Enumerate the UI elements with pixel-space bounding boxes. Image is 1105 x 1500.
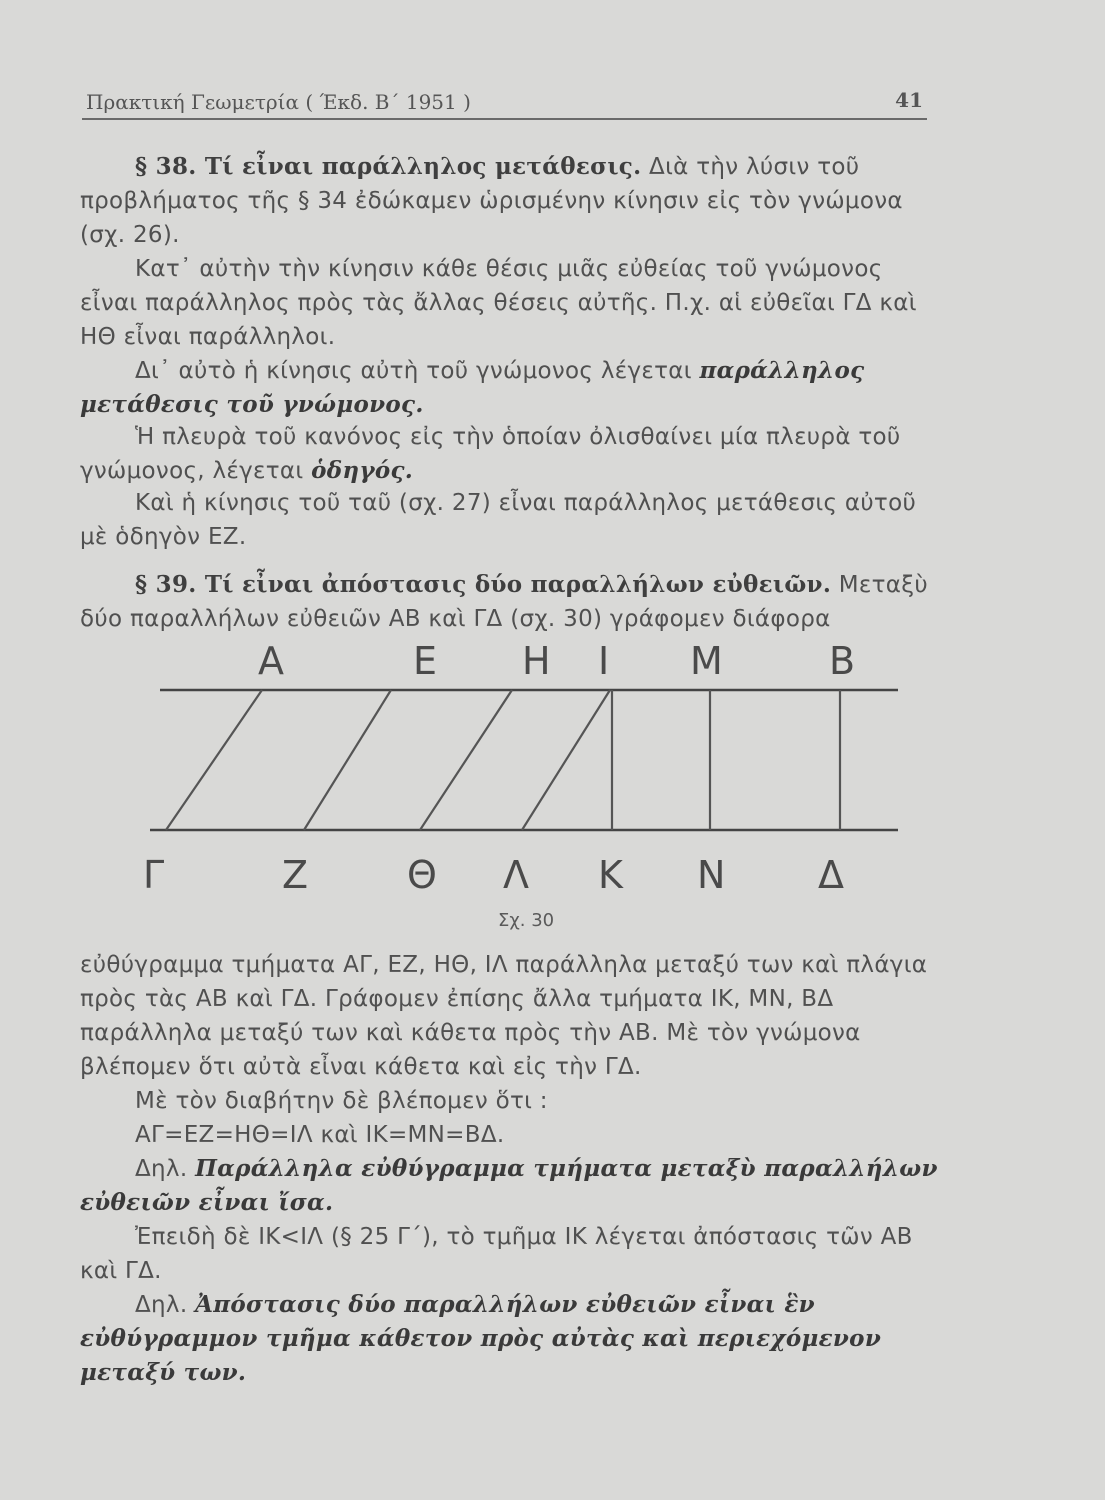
running-header <box>82 88 927 120</box>
conclusion-1-statement: Παράλληλα εὐθύγραμμα τμήματα μεταξὺ παραλλήλων εὐθειῶν εἶναι ἴσα. <box>80 1155 938 1216</box>
segment-EZ <box>304 690 391 830</box>
section-38-paragraph-2: Κατ᾽ αὐτὴν τὴν κίνησιν κάθε θέσις μιᾶς εὐθείας τοῦ γνώμονος εἶναι παράλληλος πρὸς τὰς ἄλλας θέσεις αὐτῆς. Π.χ. αἱ εὐθεῖαι ΓΔ καὶ ΗΘ εἶναι παράλληλοι. <box>80 256 917 350</box>
label-H: Η <box>522 639 551 683</box>
paragraph-3-text: Δι᾽ αὐτὸ ἡ κίνησις αὐτὴ τοῦ γνώμονος λέγεται <box>135 358 692 384</box>
label-G: Γ <box>143 853 165 897</box>
segment-IL <box>522 690 610 830</box>
segment-HTh <box>420 690 512 830</box>
label-I: Ι <box>598 639 610 683</box>
header-title: Πρακτική Γεωμετρία ( Έκδ. Β΄ 1951 ) <box>86 90 471 114</box>
page-number: 41 <box>895 88 923 112</box>
figure-30 <box>0 630 1105 940</box>
section-38-intro <box>80 150 940 252</box>
section-38-heading: § 38. Τί εἶναι παράλληλος μετάθεσις. <box>135 153 642 180</box>
label-K: Κ <box>598 853 623 897</box>
after-figure-paragraph-1: εὐθύγραμμα τμήματα ΑΓ, ΕΖ, ΗΘ, ΙΛ παράλληλα μεταξύ των καὶ πλάγια πρὸς τὰς ΑΒ καὶ ΓΔ. Γράφομεν ἐπίσης ἄλλα τμήματα ΙΚ, ΜΝ, ΒΔ παράλληλα μεταξύ των καὶ κάθετα πρὸς τὴν ΑΒ. Μὲ τὸν γνώμονα βλέπομεν ὅτι αὐτὰ εἶναι κάθετα καὶ εἰς τὴν ΓΔ. <box>80 952 928 1080</box>
figure-caption: Σχ. 30 <box>498 910 555 931</box>
label-B: Β <box>829 639 856 683</box>
conclusion-1-prefix: Δηλ. <box>135 1156 188 1182</box>
section-38-paragraph-5: Καὶ ἡ κίνησις τοῦ ταῦ (σχ. 27) εἶναι παράλληλος μετάθεσις αὐτοῦ μὲ ὁδηγὸν ΕΖ. <box>80 490 917 550</box>
section-39-text-1: Μεταξὺ δύο παραλλήλων εὐθειῶν ΑΒ καὶ ΓΔ (σχ. 30) γράφομεν διάφορα <box>80 572 928 632</box>
equality-statement: ΑΓ=ΕΖ=ΗΘ=ΙΛ καὶ ΙΚ=ΜΝ=ΒΔ. <box>135 1122 505 1148</box>
conclusion-2-prefix: Δηλ. <box>135 1292 188 1318</box>
conclusion-2 <box>80 1288 940 1390</box>
section-39-heading: § 39. Τί εἶναι ἀπόστασις δύο παραλλήλων εὐθειῶν. <box>135 571 832 598</box>
conclusion-2-statement: Ἀπόστασις δύο παραλλήλων εὐθειῶν εἶναι ἓν εὐθύγραμμον τμῆμα κάθετον πρὸς αὐτὰς καὶ περιεχόμενον μεταξύ των. <box>80 1291 882 1386</box>
section-38-paragraph-4 <box>80 420 940 488</box>
paragraph-4-text: Ἡ πλευρὰ τοῦ κανόνος εἰς τὴν ὁποίαν ὀλισθαίνει μία πλευρὰ τοῦ γνώμονος, λέγεται <box>80 424 901 484</box>
after-figure-paragraph-2: Μὲ τὸν διαβήτην δὲ βλέπομεν ὅτι : <box>135 1088 548 1114</box>
label-Z: Ζ <box>282 853 309 897</box>
label-A: Α <box>258 639 284 683</box>
figure-30-drawing <box>0 630 1105 940</box>
conclusion-1 <box>80 1152 940 1220</box>
label-M: Μ <box>690 639 723 683</box>
section-38-text-1: Διὰ τὴν λύσιν τοῦ προβλήματος τῆς § 34 ἐδώκαμεν ὡρισμένην κίνησιν εἰς τὸν γνώμονα (σχ. 26). <box>80 154 903 248</box>
label-D: Δ <box>818 853 844 897</box>
label-N: Ν <box>697 853 726 897</box>
section-38-paragraph-3 <box>80 354 940 422</box>
label-Th: Θ <box>407 853 437 897</box>
label-E: Ε <box>413 639 438 683</box>
term-guide: ὁδηγός. <box>311 457 414 484</box>
section-39-intro <box>80 568 940 636</box>
label-L: Λ <box>503 853 529 897</box>
after-figure-paragraph-5: Ἐπειδὴ δὲ ΙΚ<ΙΛ (§ 25 Γ΄), τὸ τμῆμα ΙΚ λέγεται ἀπόστασις τῶν ΑΒ καὶ ΓΔ. <box>80 1224 913 1284</box>
segment-AG <box>166 690 262 830</box>
term-parallel-translation: παράλληλος μετάθεσις τοῦ γνώμονος. <box>80 357 865 418</box>
